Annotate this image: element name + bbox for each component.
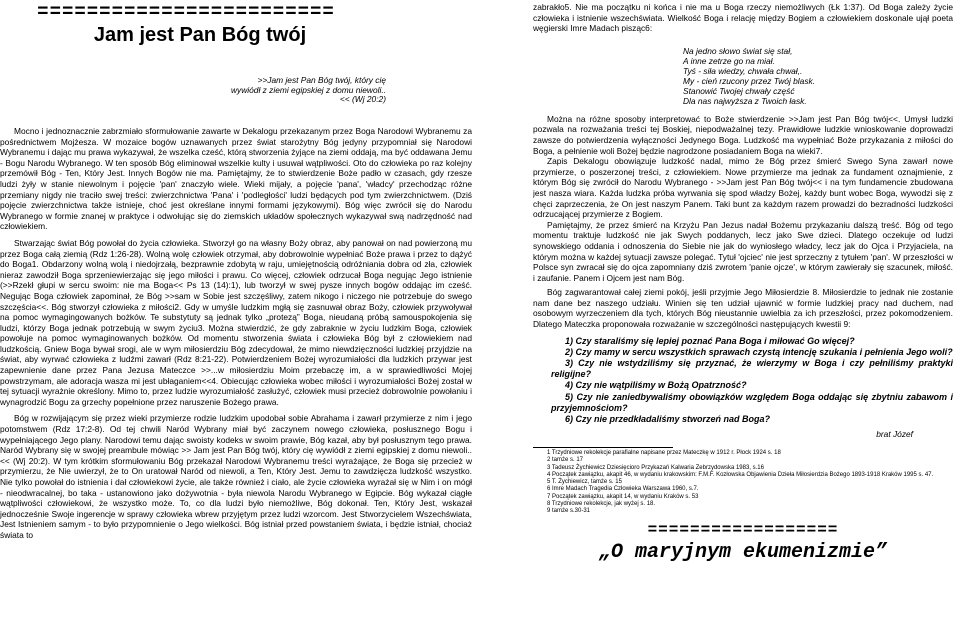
page-title: Jam jest Pan Bóg twój (93, 24, 307, 46)
poem-line: Dla nas najwyższa z Twoich łask. (683, 95, 807, 106)
question-item: 2) Czy mamy w sercu wszystkich sprawach czystą intencję szukania i pełnienia Jego woli? (565, 346, 953, 357)
epigraph: >>Jam jest Pan Bóg twój, który cię wywiódł z ziemi egipskiej z domu niewoli..<< (Wj 20:2) (231, 75, 386, 105)
question-item: 4) Czy nie wątpiliśmy w Bożą Opatrzność? (565, 380, 747, 391)
paragraph-top: zabrakło5. Nie ma początku ni końca i nie ma u Boga rzeczy niemożliwych (Łk 1:37). Od Boga zależy życie człowieka i istnienie wszechświata. Wielkość Boga i relację między Bogiem a człowiekiem doskonale ujął poeta węgierski Imre Madach pisząc6: (533, 2, 953, 34)
paragraph-intro: Mocno i jednoznacznie zabrzmiało sformułowanie zawarte w Dekalogu przekazanym przez Boga Narodowi Wybranemu za pośrednictwem Mojżesza. W mozaice bogów uznawanych przez świat starożytny Bóg jedyny przypomniał się Narodowi Wybranemu i dając mu prawa wykazywał, że wszelka cześć, którą stworzenia żyjące na ziemi oddają, ma być oddawana Jemu - Bogu Narodu Wybranego. W ten sposób Bóg eliminował wszelkie kulty i usuwał wątpliwości. Oto do człowieka po raz kolejny przemówił Bóg - Ten, Który Jest. Innych Bogów nie ma. Pamiętajmy, że to stwierdzenie Boże padło w czasach, gdy rzesze ludzi żyły w stanie niewolnym i pojęcie 'pan' znaczyło wiele. Wieki mijały, a pojęcie 'pana', 'władcy' przechodząc różne przemiany nigdy nie traciło swej treści: zwierzchnictwa 'Pana' i 'podległości' ludzi będących pod tym zwierzchnictwem. (Dziś pojęcie zwierzchnictwa także istnieje, choć jest określane innymi formami językowymi). Bóg więc zwrócił się do Narodu Wybranego w formie znanej w praktyce i odwołując się do ziemskich układów społecznych wykazywał swą nadrzędność nad człowiekiem. (0, 126, 472, 232)
paragraph-decalogue: Zapis Dekalogu obowiązuje ludzkość nadal, mimo że Bóg przez śmierć Swego Syna zawarł nowe przymierze, o poszerzonej treści, z człowiekiem. Nowe przymierze ma jednak za fundament oznajmienie, z którym Bóg się zwrócił do Narodu Wybranego - >>Jam jest Pan Bóg twój<< i na tym fundamencie zbudowana jest nasza wiara. Każda ludzka próba wyrwania się spod władzy Bożej, każdy bunt wobec Boga, wywodzi się z chęci zaprzeczenia, że On jest naszym Panem. Taki bunt za każdym razem prowadzi do bezradności ludzkości odrzucającej przymierze z Bogiem. (533, 156, 953, 220)
footnote: 9 tamże s.30-31 (547, 507, 591, 514)
question-list (533, 336, 953, 426)
footnote: 6 Imre Madach Tragedia Człowieka Warszawa 1960, s.7. (547, 486, 699, 493)
poem-line: Tyś - siła wiedzy, chwała chwał,. (683, 65, 803, 76)
footnote: 7 Początek zawiązku, akapit 14, w wydaniu Kraków s. 53 (547, 493, 699, 500)
footnote: 2 tamże s. 17 (547, 457, 584, 464)
paragraph-cross: Pamiętajmy, że przez śmierć na Krzyżu Pan Jezus nadał Bożemu przykazaniu dalszą treść. Bóg od tego momentu traktuje ludzkość nie jak Swych poddanych, lecz jako Swe dzieci. Dlatego oczekuje od ludzi synowskiego oddania i odnoszenia do Siebie nie jak do wyniosłego władcy, lecz jak do Ojca i Przyjaciela, na którym można w każdej sytuacji zawsze polegać. Tytuł 'ojciec' nie jest sprzeczny z tytułem 'pan'. W przeszłości w Polsce syn zwracał się do ojca zapomniany dziś zwrotem 'panie ojcze', w którym zawierały się szacunek, miłość. i zaufanie. Panem i Ojcem jest nam Bóg. (533, 219, 953, 283)
footnote: 1 Trzydniowe rekolekcje parafialne napisane przez Mateczkę w 1912 r. Płock 1924 s. 18 (547, 450, 781, 457)
question-item: 5) Czy nie zaniedbywaliśmy obowiązków względem Boga oddając się zbytniu zabawom i przyjemnościom? (551, 391, 953, 413)
poem-line: Na jedno słowo świat się stał, (683, 45, 793, 56)
paragraph-creation: Stwarzając świat Bóg powołał do życia człowieka. Stworzył go na własny Boży obraz, aby panował on nad powierzoną mu przez Boga całą ziemią (Rdz 1:26-28). Wolną wolę człowiek otrzymał, aby dobrowolnie wypełniać Boże prawa i przez to dążyć do Boga1. Obdarzony wolną wolą i niedojrzałą, bezprawnie zdobytą w raju, umiejętnością odróżniania dobra od zła, człowiek nierаz zawodził Boga sprzeniewierzając się jego miłości i prawu. Co więcej, człowiek odrzucał Boga negując Jego istnienie (>>Rzekł głupi w sercu swoim: nie ma Boga<< Ps 13 (14):1), lub tworzył w swej pysze innych bogów oddając im cześć. Negując Boga człowiek zapominał, że Bóg >>sam w Sobie jest szczęśliwy, zatem nikogo i niczego nie potrzebuje do swego szczęścia<<. Bóg stworzył człowieka z miłości2. Gdy w umyśle ludzkim mgłą się zasnuwał obraz Boży, człowiek przywoływał na pomoc wymagingowanych bożków. Te substytuty są jednak tylko „protezą” Boga, nieudaną próbą samouspokojenia się ludzi, którzy Boga jednak potrzebują w swym życiu3. Można stwierdzić, że gdy zabraknie w życiu ludzkim Boga, człowiek powołuje na pomoc wymaginowanych bożków. Od momentu stworzenia świata i człowieka Bóg był z człowiekiem nad ludzkością. Gniew Boga bywał srogi, ale w wym miłosierdziu Bóg zdecydował, że mimo niewdzięczności ludzkiej przyjdzie na świat, aby wyrwać człowieka z ludźmi zawarł (Rdz 8:21-22). Potwierdzeniem Bożej wyrozumiałości dla ludzkich przywar jest zapewnienie dane przez Pana Jezusa Mateczce >>...w miłosierdziu Moim przebaczę im, a w sprawiedliwości Mojej powstrzymam, ale adoracja wasza mi jest ubłaganiem<<4. Obiecując człowieka wobec miłości i wyrozumiałości Bożej został w tej sytuacji wyrażnie określony. Mimo to, przez ludzie wyrozumiałość zasłużyć, człowiek musi przecież dobrowolnie powołaniu i wynagrodzić Bogu za grzechy popełnione przez naruszenie Bożego prawa. (0, 237, 472, 407)
next-article-title: „O maryjnym ekumenizmie” (598, 541, 888, 565)
decorative-rule-bottom: ================== (647, 521, 839, 540)
decorative-rule-top: ======================== (37, 2, 335, 22)
footnote: 4 Początek zawiązku, akapit 46, w wydaniu krakowskim: F.M.F. Kozłowska Objawienia Dzieła Miłosierdzia Bożego 1893-1918 Kraków 1995 s. 47. (547, 471, 934, 478)
footnote: 3 Tadeusz Żychiewicz Dziesięcioro Przykazań Kalwaria Zebrzydowska 1983, s.16 (547, 464, 764, 471)
paragraph-interpretation: Można na różne sposoby interpretować to Boże stwierdzenie >>Jam jest Pan Bóg twój<<. Umysł ludzki pozwala na rozważania treści tej Boskiej, niepodważalnej tezy. Prawidłowe ludzkie wnioskowanie doprowadzi zawsze do potwierdzenia wyłączności Jedynego Boga. Ludzkość ma wypełniać Boże przykazania z miłości do Boga, a pełnienie woli Bożej będzie nagrodzone posiadaniem Boga na wieki7. (533, 113, 953, 156)
question-item: 6) Czy nie przedkładaliśmy stworzeń nad Boga? (565, 414, 771, 425)
right-column (533, 0, 953, 640)
left-body (0, 126, 472, 541)
question-item: 1) Czy staraliśmy się lepiej poznać Pana Boga i miłować Go więcej? (565, 335, 855, 346)
signature: brat Józef (876, 429, 913, 440)
left-column (0, 0, 472, 640)
poem-line: My - cień rzucony przez Twój blask. (683, 75, 816, 86)
poem-line: A inne zetrze go na miał. (683, 55, 775, 66)
footnote: 8 Trzydniowe rekolekcje, jak wyżej s. 18. (547, 500, 656, 507)
paragraph-covenant: Bóg w rozwijającym się przez wieki przymierze rodzie ludzkim upodobał sobie Abrahama i zawarł przymierze z nim i jego potomstwem (Rdz 17:2-8). Od tej chwili Naród Wybrany miał być zaczynem nowego człowieka, posłusznego Bogu i wypełniającego Jego plany. Narodowi temu dając swoisty kodeks w swoim prawie, Bóg kazał, aby był posłusznym tego prawa. Naród Wybrany się w swojej preambule mówiąc >> Jam jest Pan Bóg twój, który cię wywiódł z ziemi egipskiej z domu niewoli..<< (Wj 20:2). W tym krótkim sformułowaniu Bóg przekazał Narodowi Wybranemu treści wyrażające, że Boga się przecież w przymierzu, że Nie uwierzył, że to On uratował Naród od niewoli, a Ten, Który Jest. Jemu to zawdzięcza ludzkość wszystko. Nie tylko powołał do istnienia i dał człowiekowi życie, ale także również i ciało, ale życie człowieka wyrażał się w Nim i on mógł - nieodwracalnej, bo taka - ustanowiono jako dożywotnia - była niewola Narodu Wybranego w Egipcie. Bóg wykazał ciągłe wątpliwości człowiekowi, że wszystko może. To, co dla ludzi było niemożliwe, Bóg dokonał. Ten, Który Jest, wskazał jednocześnie Swoje ingerencje w sprawy człowieka wbrew przyjętym przez ludzi wzorcom. Jest Stworzycielem Wszechświata, Jest Istnieniem samym - to było przypomnienie o Jego wielkości. Bóg istniał przed powstaniem świata, i będzie istniał, chociaż świata to (0, 413, 472, 540)
question-item: 3) Czy nie wstydziliśmy się przyznać, że wierzymy w Boga i czy pełniliśmy praktyki religijne? (551, 358, 953, 380)
paragraph-mercy: Bóg zagwarantował całej ziemi pokój, jeśli przyjmie Jego Miłosierdzie 8. Miłosierdzie to jednak nie zostanie nam dane bez naszego udziału. Winien się ten udział ujawnić w formie ludzkiej pracy nad duchem, nad osobowym wyrzeczeniem dla tych, których Bóg nieustannie uwielbia za ich przeszłości, przez pokomodzeniem. Dlatego Mateczka proponowała rozważanie w szczególności następujących kwestii 9: (533, 287, 953, 330)
footnote-divider (533, 447, 673, 448)
footnote: 5 T. Żychiewicz, tamże s. 15 (547, 479, 622, 486)
poem-line: Stanowić Twojej chwały część (683, 85, 795, 96)
